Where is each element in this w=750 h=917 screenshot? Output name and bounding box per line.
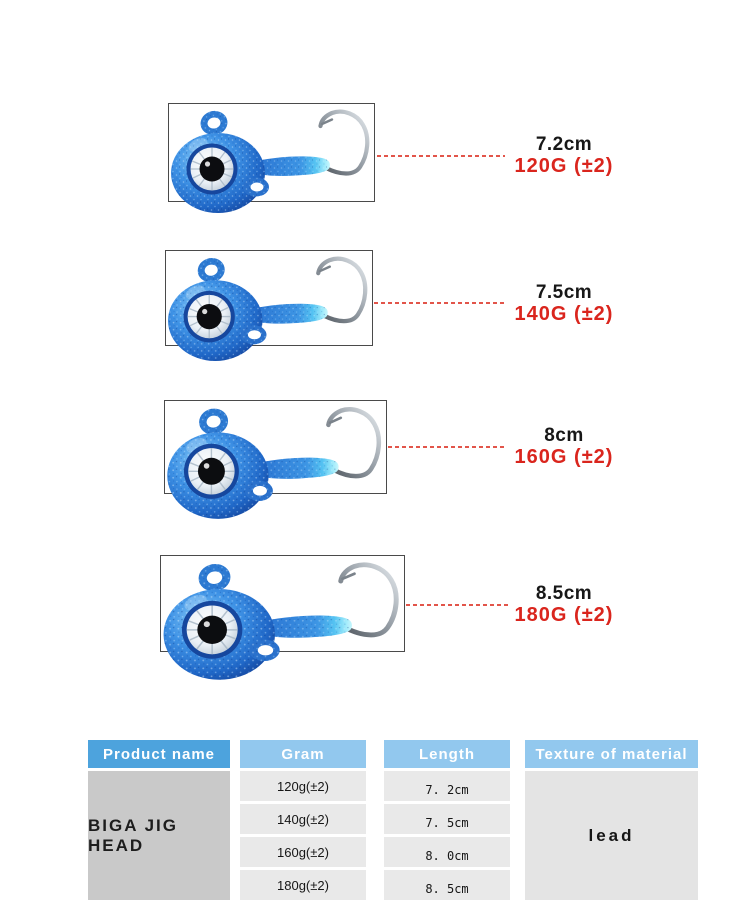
jig-head-illustration (165, 250, 371, 363)
material-cell: lead (525, 771, 698, 900)
length-label: 8.5cm (535, 582, 593, 604)
jig-head-illustration (164, 400, 385, 521)
gram-value-cell: 140g(±2) (240, 804, 366, 834)
length-value-cell: 7. 2cm (384, 771, 510, 801)
length-value-cell: 7. 5cm (384, 804, 510, 834)
product-image-3 (164, 400, 387, 494)
weight-label: 120G (±2) (514, 155, 614, 177)
length-label: 7.2cm (535, 133, 593, 155)
length-value-cell: 8. 0cm (384, 837, 510, 867)
product-image-4 (160, 555, 405, 652)
gram-value-cell: 180g(±2) (240, 870, 366, 900)
header-texture-of-material: Texture of material (525, 740, 698, 768)
weight-label: 180G (±2) (514, 604, 614, 626)
jig-head-illustration (160, 555, 403, 682)
jig-head-illustration (168, 103, 373, 215)
annotation-1 (468, 133, 660, 176)
header-length: Length (384, 740, 510, 768)
product-image-1 (168, 103, 375, 202)
product-name-cell: BIGA JIG HEAD (88, 771, 230, 900)
length-value-cell: 8. 5cm (384, 870, 510, 900)
annotation-4 (468, 582, 660, 625)
gram-value-cell: 160g(±2) (240, 837, 366, 867)
annotation-3 (468, 424, 660, 467)
weight-label: 140G (±2) (514, 303, 614, 325)
gram-value-cell: 120g(±2) (240, 771, 366, 801)
length-label: 8cm (544, 424, 584, 446)
weight-label: 160G (±2) (514, 446, 614, 468)
header-product-name: Product name (88, 740, 230, 768)
product-image-2 (165, 250, 373, 346)
length-label: 7.5cm (535, 281, 593, 303)
spec-table (88, 740, 698, 900)
annotation-2 (468, 281, 660, 324)
header-gram: Gram (240, 740, 366, 768)
